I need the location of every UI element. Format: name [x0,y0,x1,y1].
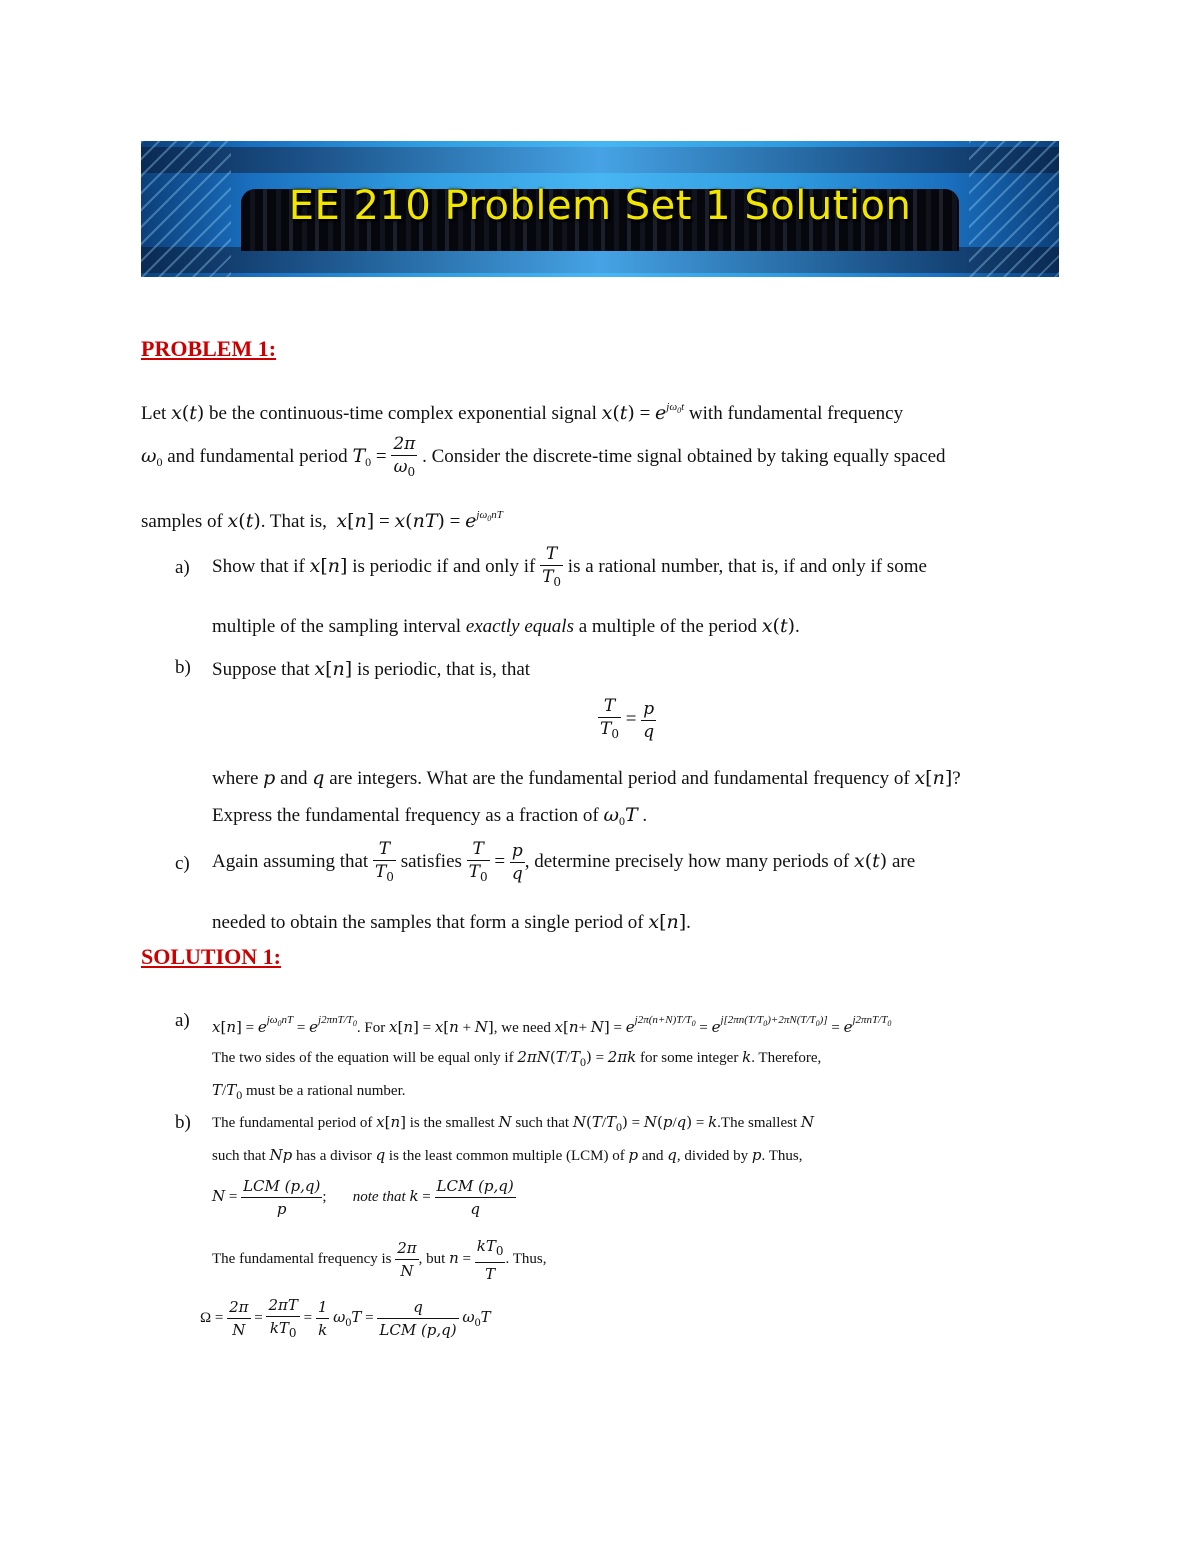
banner-stripe [141,147,1059,173]
problem-a-label: a) [175,557,190,578]
solution-heading: SOLUTION 1: [141,944,281,969]
problem-c-label: c) [175,853,190,874]
problem-c-line-2: needed to obtain the samples that form a single period of x[n]. [212,911,691,933]
problem-b-line-1: Suppose that x[n] is periodic, that is, that [212,658,531,680]
solution-b-equation-1: N = $\frac{\text{LCM (p,q)}}{p}$ ; note that k = $\frac{\text{LCM (p,q)}}{q}$ [212,1177,514,1219]
problem-b-line-3: Express the fundamental frequency as a fraction of $\omega_0T$ . [212,804,648,828]
solution-b-line-3: The fundamental frequency is $\frac{2\pi}{N}$ , but n = $\frac{kT_0}{T}$ . Thus, [212,1236,547,1283]
problem-heading: PROBLEM 1: [141,336,277,361]
solution-a-line-3: $T/T_0$ must be a rational number. [212,1081,406,1102]
solution-b-label: b) [175,1112,191,1133]
problem-intro-line-1: Let x(t) be the continuous-time complex exponential signal $x(t) = e^{j\omega_0t}$ with fundamental frequency [141,401,904,424]
banner-title: EE 210 Problem Set 1 Solution [288,183,912,229]
problem-intro-line-3: samples of x(t). That is, $x[n] = x(nT) = e^{j\omega_0nT}$ [141,509,503,532]
problem-a-line-1: Show that if x[n] is periodic if and only if $\frac{T}{T_0}$ is a rational number, that is, if and only if some [212,543,927,589]
solution-a-label: a) [175,1010,190,1031]
problem-c-line-1: Again assuming that $\frac{T}{T_0}$ satisfies $\frac{T}{T_0}$ = $\frac{p}{q}$ , determine precisely how many periods of x(t) are [212,838,916,885]
solution-b-line-2: such that Np has a divisor q is the least common multiple (LCM) of p and q, divided by p. Thus, [212,1146,803,1164]
solution-a-line-1: $x[n] = e^{j\omega_0nT} = e^{j2\pi nT/T_0}$. For x[n] = x[n + N], we need $x[n+ N] = e^{j2\pi(n+N)T/T_0} = e^{j[2\pi n(T/T_0)+2\pi N(T/T_0)]} = e^{j2\pi nT/T_0}$ [212,1014,892,1036]
problem-a-line-2: multiple of the sampling interval exactly equals a multiple of the period x(t). [212,615,800,637]
problem-b-line-2: where p and q are integers. What are the fundamental period and fundamental frequency of x[n]? [212,767,961,789]
solution-b-equation-2: Ω = $\frac{2\pi}{N}$ = $\frac{2\pi T}{kT_0}$ = $\frac{1}{k}$ $\omega_0T$ = $\frac{q}{\text{LCM (p,q)}}$ $\omega_0T$ [200,1295,491,1340]
header-banner [141,141,1059,277]
problem-intro-line-2: $\omega_0$ and fundamental period $T_0$ = $\frac{2\pi}{\omega_0}$ . Consider the discrete-time signal obtained by taking equally spaced [141,433,946,479]
problem-b-label: b) [175,657,191,678]
solution-a-line-2: The two sides of the equation will be equal only if $2\pi N(T/T_0) = 2\pi k$ for some integer k. Therefore, [212,1048,822,1069]
solution-b-line-1: The fundamental period of x[n] is the smallest N such that $N(T/T_0) = N(p/q) = k.The$ smallest N [212,1113,815,1134]
problem-b-equation: $\frac{T}{T_0}$ = $\frac{p}{q}$ [600,696,655,742]
